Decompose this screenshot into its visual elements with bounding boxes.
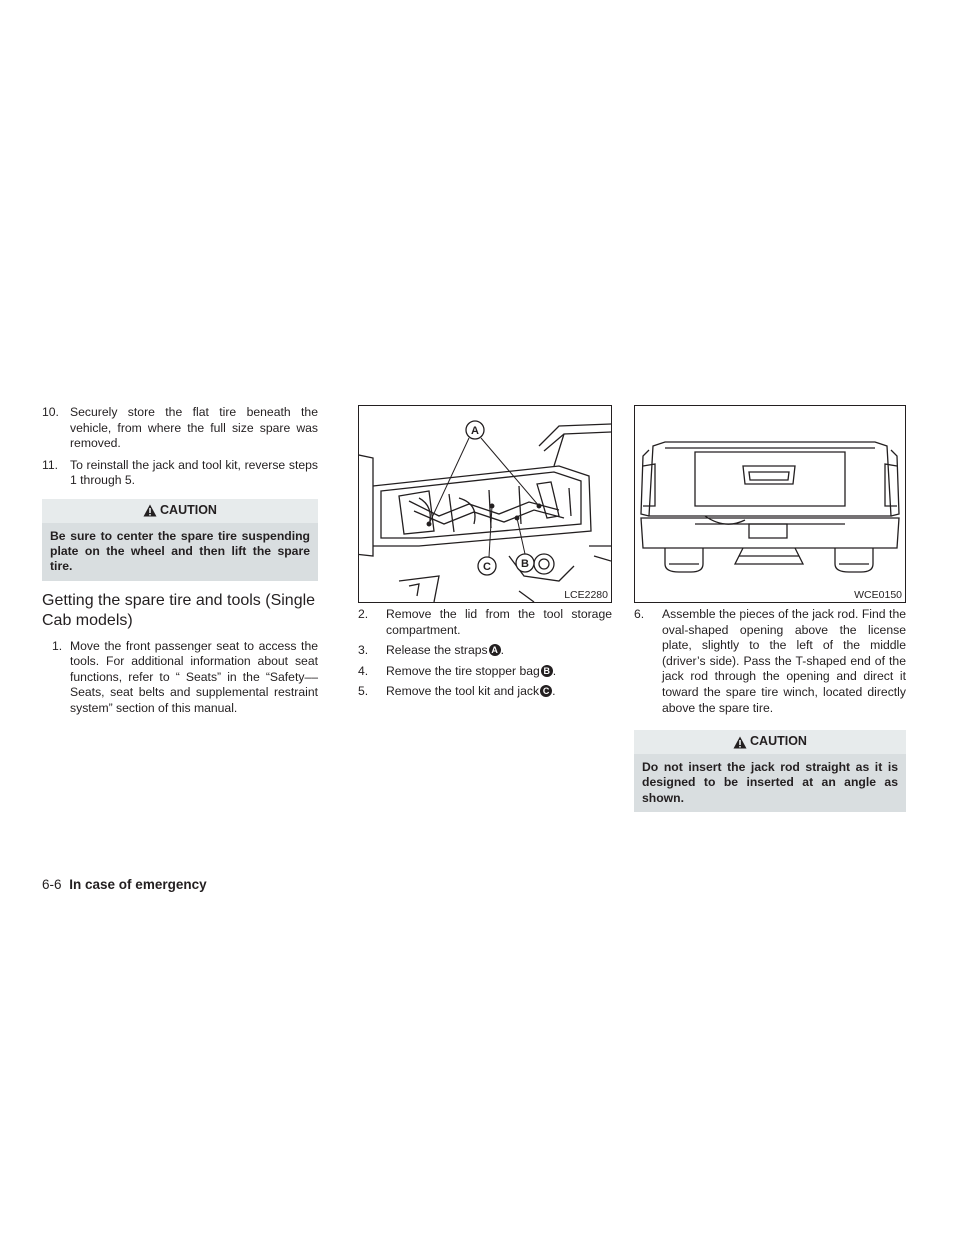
reference-badge: A: [489, 644, 501, 656]
caution-text: Do not insert the jack rod straight as it is designed to be inserted at an angle as shown.: [642, 760, 898, 805]
step-4: 4. Remove the tire stopper bag B .: [358, 663, 557, 678]
step-number: 1.: [52, 638, 63, 653]
page-number: 6-6: [42, 877, 62, 892]
step-text: Remove the tool kit and jack: [386, 684, 540, 699]
callout-label-b: B: [521, 558, 529, 570]
step-number: 2.: [358, 607, 369, 621]
caution-header: [42, 499, 318, 523]
callout-label-a: A: [471, 425, 479, 437]
step-6-block: [634, 607, 906, 716]
step-number: 3.: [358, 643, 369, 658]
step-text: Remove the tire stopper bag: [386, 663, 540, 678]
step-3: 3. Release the straps A .: [358, 643, 505, 658]
step-6: [634, 607, 906, 716]
figure-code: LCE2280: [564, 589, 608, 601]
step-number: 5.: [358, 684, 369, 699]
step-text: Securely store the flat tire beneath the vehicle, from where the full size spare was removed.: [70, 405, 318, 451]
warning-triangle-icon: [733, 736, 747, 749]
step-text: Move the front passenger seat to access the tools. For additional information about seat functions, refer to “ Seats” in the “Safety––Seats, seat belts and supplemental restraint system” section of this manual.: [70, 638, 318, 715]
step-5: 5. Remove the tool kit and jack C .: [358, 684, 556, 699]
caution-label: CAUTION: [750, 734, 807, 749]
step-number: 10.: [42, 405, 59, 419]
figure-code: WCE0150: [854, 589, 902, 601]
reference-badge: C: [540, 685, 552, 697]
tool-compartment-drawing: [359, 406, 611, 602]
callout-label-c: C: [483, 561, 491, 573]
caution-box: [634, 730, 906, 812]
step-2: [358, 607, 612, 638]
caution-box: [42, 499, 318, 581]
caution-text: Be sure to center the spare tire suspending plate on the wheel and then lift the spare tire.: [50, 528, 310, 574]
page-footer: [42, 877, 207, 893]
caution-header: [634, 730, 906, 754]
step-text: To reinstall the jack and tool kit, reverse steps 1 through 5.: [70, 457, 318, 488]
section-heading: Getting the spare tire and tools (Single Cab models): [42, 591, 316, 629]
truck-rear-drawing: [635, 406, 905, 602]
step-1: [52, 639, 318, 717]
step-number: 6.: [634, 607, 645, 621]
column-left: [42, 405, 318, 723]
step-text: Assemble the pieces of the jack rod. Find the oval-shaped opening above the license plate, slightly to the left of the middle (driver’s side). Pass the T-shaped end of the jack rod through the opening and direct it toward the spare tire winch, located directly above the spare tire.: [662, 607, 906, 715]
step-11: [42, 458, 318, 489]
steps-2-5: [358, 607, 612, 700]
column-right: [634, 405, 906, 820]
step-text: Release the straps: [386, 643, 488, 658]
step-number: 11.: [42, 457, 59, 472]
reference-badge: B: [541, 665, 553, 677]
step-number: 4.: [358, 663, 369, 678]
chapter-title: In case of emergency: [69, 877, 207, 892]
column-middle: [358, 405, 612, 705]
step-text: Remove the lid from the tool storage compartment.: [386, 607, 612, 637]
warning-triangle-icon: [143, 504, 157, 517]
tool-storage-illustration: [358, 405, 612, 603]
step-10: [42, 405, 318, 452]
caution-label: CAUTION: [160, 503, 217, 518]
truck-rear-illustration: [634, 405, 906, 603]
